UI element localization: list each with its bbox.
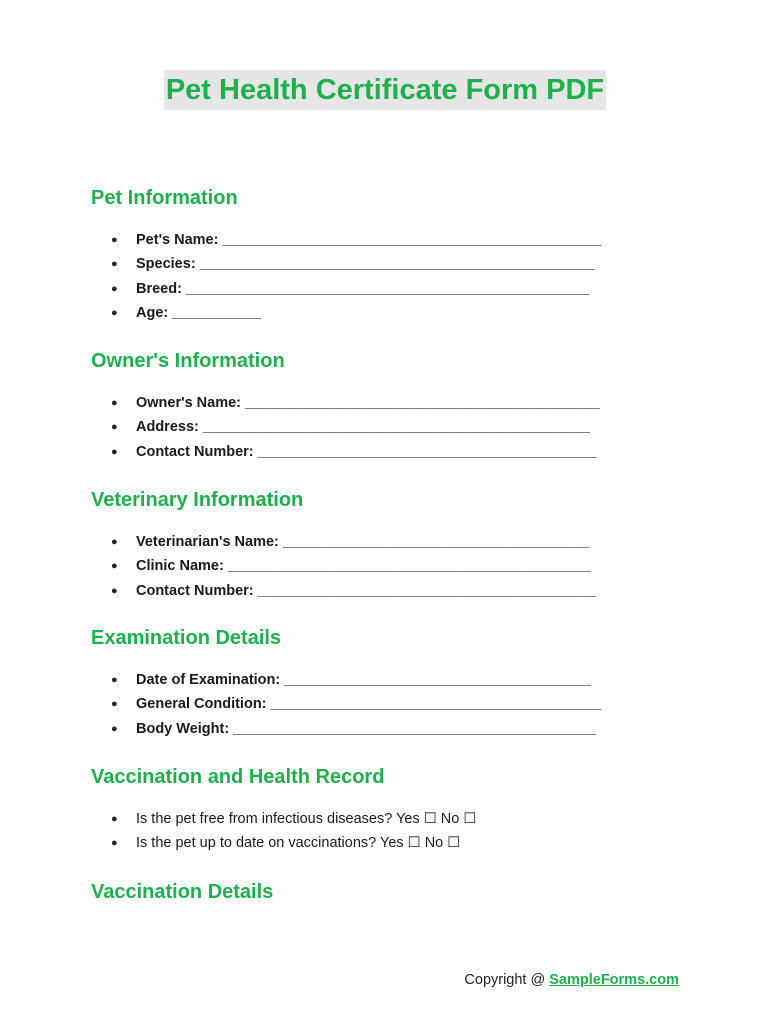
list-item xyxy=(91,415,600,439)
field-list xyxy=(91,668,601,741)
field-label: Breed: __________________________________________________ xyxy=(136,280,590,297)
list-item xyxy=(91,277,601,301)
field-label: Address: ________________________________________________ xyxy=(136,419,590,436)
section-heading: Pet Information xyxy=(91,187,238,209)
bullet-icon: ● xyxy=(111,234,118,246)
list-item xyxy=(91,554,596,578)
bullet-icon: ● xyxy=(111,421,118,434)
field-label: Species: _________________________________________________ xyxy=(136,256,595,273)
bullet-icon: ● xyxy=(111,722,118,735)
field-label: Date of Examination: ______________________________________ xyxy=(136,672,591,688)
section-examination-details xyxy=(91,626,601,741)
bullet-icon: ● xyxy=(111,813,118,825)
list-item xyxy=(91,579,596,603)
field-label: General Condition: _________________________________________ xyxy=(136,696,602,713)
bullet-icon: ● xyxy=(111,674,118,686)
section-heading: Examination Details xyxy=(91,627,282,649)
bullet-icon: ● xyxy=(111,698,118,711)
bullet-icon: ● xyxy=(111,837,118,850)
section-pet-information xyxy=(91,186,601,325)
field-label: Pet's Name: _______________________________________________ xyxy=(136,232,602,248)
list-item xyxy=(91,831,476,855)
copyright-prefix: Copyright @ xyxy=(464,972,550,988)
question-list xyxy=(91,807,476,856)
section-owner-information xyxy=(91,349,600,464)
field-label: Body Weight: _____________________________________________ xyxy=(136,720,597,737)
bullet-icon: ● xyxy=(111,258,118,271)
bullet-icon: ● xyxy=(111,445,118,458)
list-item xyxy=(91,530,596,554)
field-list xyxy=(91,391,600,464)
field-label: Owner's Name: ____________________________________________ xyxy=(136,395,600,411)
list-item xyxy=(91,807,476,831)
field-label: Veterinarian's Name: ______________________________________ xyxy=(136,534,590,550)
section-vaccination-details xyxy=(91,880,273,904)
question-label: Is the pet free from infectious diseases? Yes ☐ No ☐ xyxy=(136,811,477,827)
list-item xyxy=(91,692,601,716)
bullet-icon: ● xyxy=(111,536,118,548)
footer-copyright xyxy=(464,972,679,988)
list-item xyxy=(91,301,601,325)
bullet-icon: ● xyxy=(111,584,118,597)
list-item xyxy=(91,440,600,464)
field-list xyxy=(91,530,596,603)
field-label: Contact Number: __________________________________________ xyxy=(136,443,597,460)
bullet-icon: ● xyxy=(111,282,118,295)
question-label: Is the pet up to date on vaccinations? Yes ☐ No ☐ xyxy=(136,835,461,852)
bullet-icon: ● xyxy=(111,560,118,573)
brand-link[interactable]: SampleForms.com xyxy=(549,972,679,988)
bullet-icon: ● xyxy=(111,397,118,409)
field-label: Contact Number: __________________________________________ xyxy=(136,582,597,599)
section-heading: Vaccination and Health Record xyxy=(91,766,385,788)
section-heading: Vaccination Details xyxy=(91,881,274,903)
list-item xyxy=(91,252,601,276)
section-heading: Owner's Information xyxy=(91,350,285,372)
section-vaccination-health-record xyxy=(91,765,476,856)
field-label: Clinic Name: _____________________________________________ xyxy=(136,558,591,575)
bullet-icon: ● xyxy=(111,306,118,319)
field-list xyxy=(91,228,601,325)
list-item xyxy=(91,668,601,692)
list-item xyxy=(91,228,601,252)
title-wrap xyxy=(0,70,770,110)
section-heading: Veterinary Information xyxy=(91,489,304,511)
list-item xyxy=(91,391,600,415)
list-item xyxy=(91,717,601,741)
field-label: Age: ___________ xyxy=(136,304,261,321)
section-veterinary-information xyxy=(91,488,596,603)
page-title: Pet Health Certificate Form PDF xyxy=(164,70,606,110)
